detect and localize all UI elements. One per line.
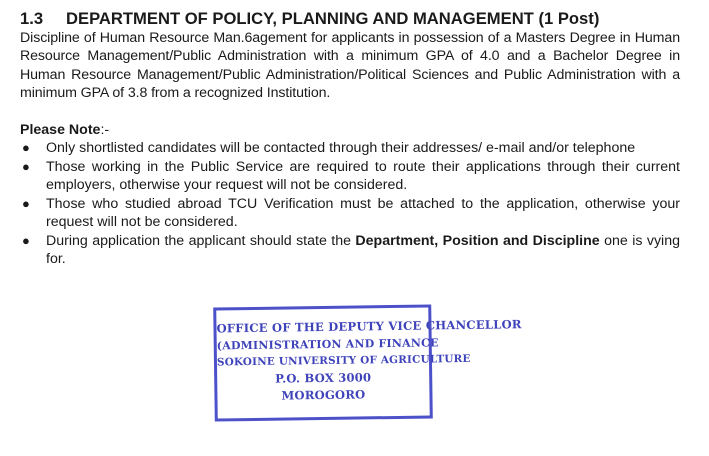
note-item-suffix: one is vying for. (46, 232, 680, 267)
note-heading (20, 121, 680, 140)
stamp-line-box: P.O. BOX 3000 (275, 370, 372, 386)
bullet-icon: ● (22, 140, 30, 155)
bullet-icon: ● (22, 195, 30, 211)
note-item-text: Only shortlisted candidates will be contacted through their addresses/ e-mail and/or telephone (46, 140, 636, 156)
note-list (20, 139, 680, 269)
list-item (20, 195, 680, 232)
note-item-text: Those working in the Public Service are required to route their applications through their current employers, otherwise your request will not be considered. (46, 158, 680, 193)
stamp-line-university: SOKOINE UNIVERSITY OF AGRICULTURE (216, 352, 471, 369)
bullet-icon: ● (22, 232, 30, 248)
note-item-emphasis: Department, Position and Discipline (355, 232, 600, 249)
note-heading-suffix: :- (100, 121, 110, 138)
stamp-line-city: MOROGORO (281, 387, 366, 403)
stamp-line-office: OFFICE OF THE DEPUTY VICE CHANCELLOR (216, 317, 522, 336)
section-number: 1.3 (20, 9, 44, 28)
note-item-text: Those who studied abroad TCU Verification must be attached to the application, otherwise your request will not be considered. (46, 195, 680, 230)
list-item (20, 139, 680, 158)
list-item (20, 158, 680, 195)
stamp-line-administration: (ADMINISTRATION AND FINANCE (216, 336, 439, 353)
official-stamp (213, 304, 522, 421)
section-title: DEPARTMENT OF POLICY, PLANNING AND MANAGEMENT (1 Post) (66, 9, 600, 28)
list-item (20, 232, 680, 269)
section-heading (20, 10, 680, 29)
document-body (20, 10, 680, 269)
bullet-icon: ● (22, 158, 30, 174)
note-item-prefix: During application the applicant should state the (46, 232, 356, 249)
section-description: Discipline of Human Resource Man.6agement for applicants in possession of a Masters Degree in Human Resource Management/Public Administration with a minimum GPA of 4.0 and a Bachelor Degree in Human Resource Management/Public Administration/Political Sciences and Public Administration with a minimum GPA of 3.8 from a recognized Institution. (20, 29, 680, 101)
note-heading-label: Please Note (20, 121, 101, 138)
